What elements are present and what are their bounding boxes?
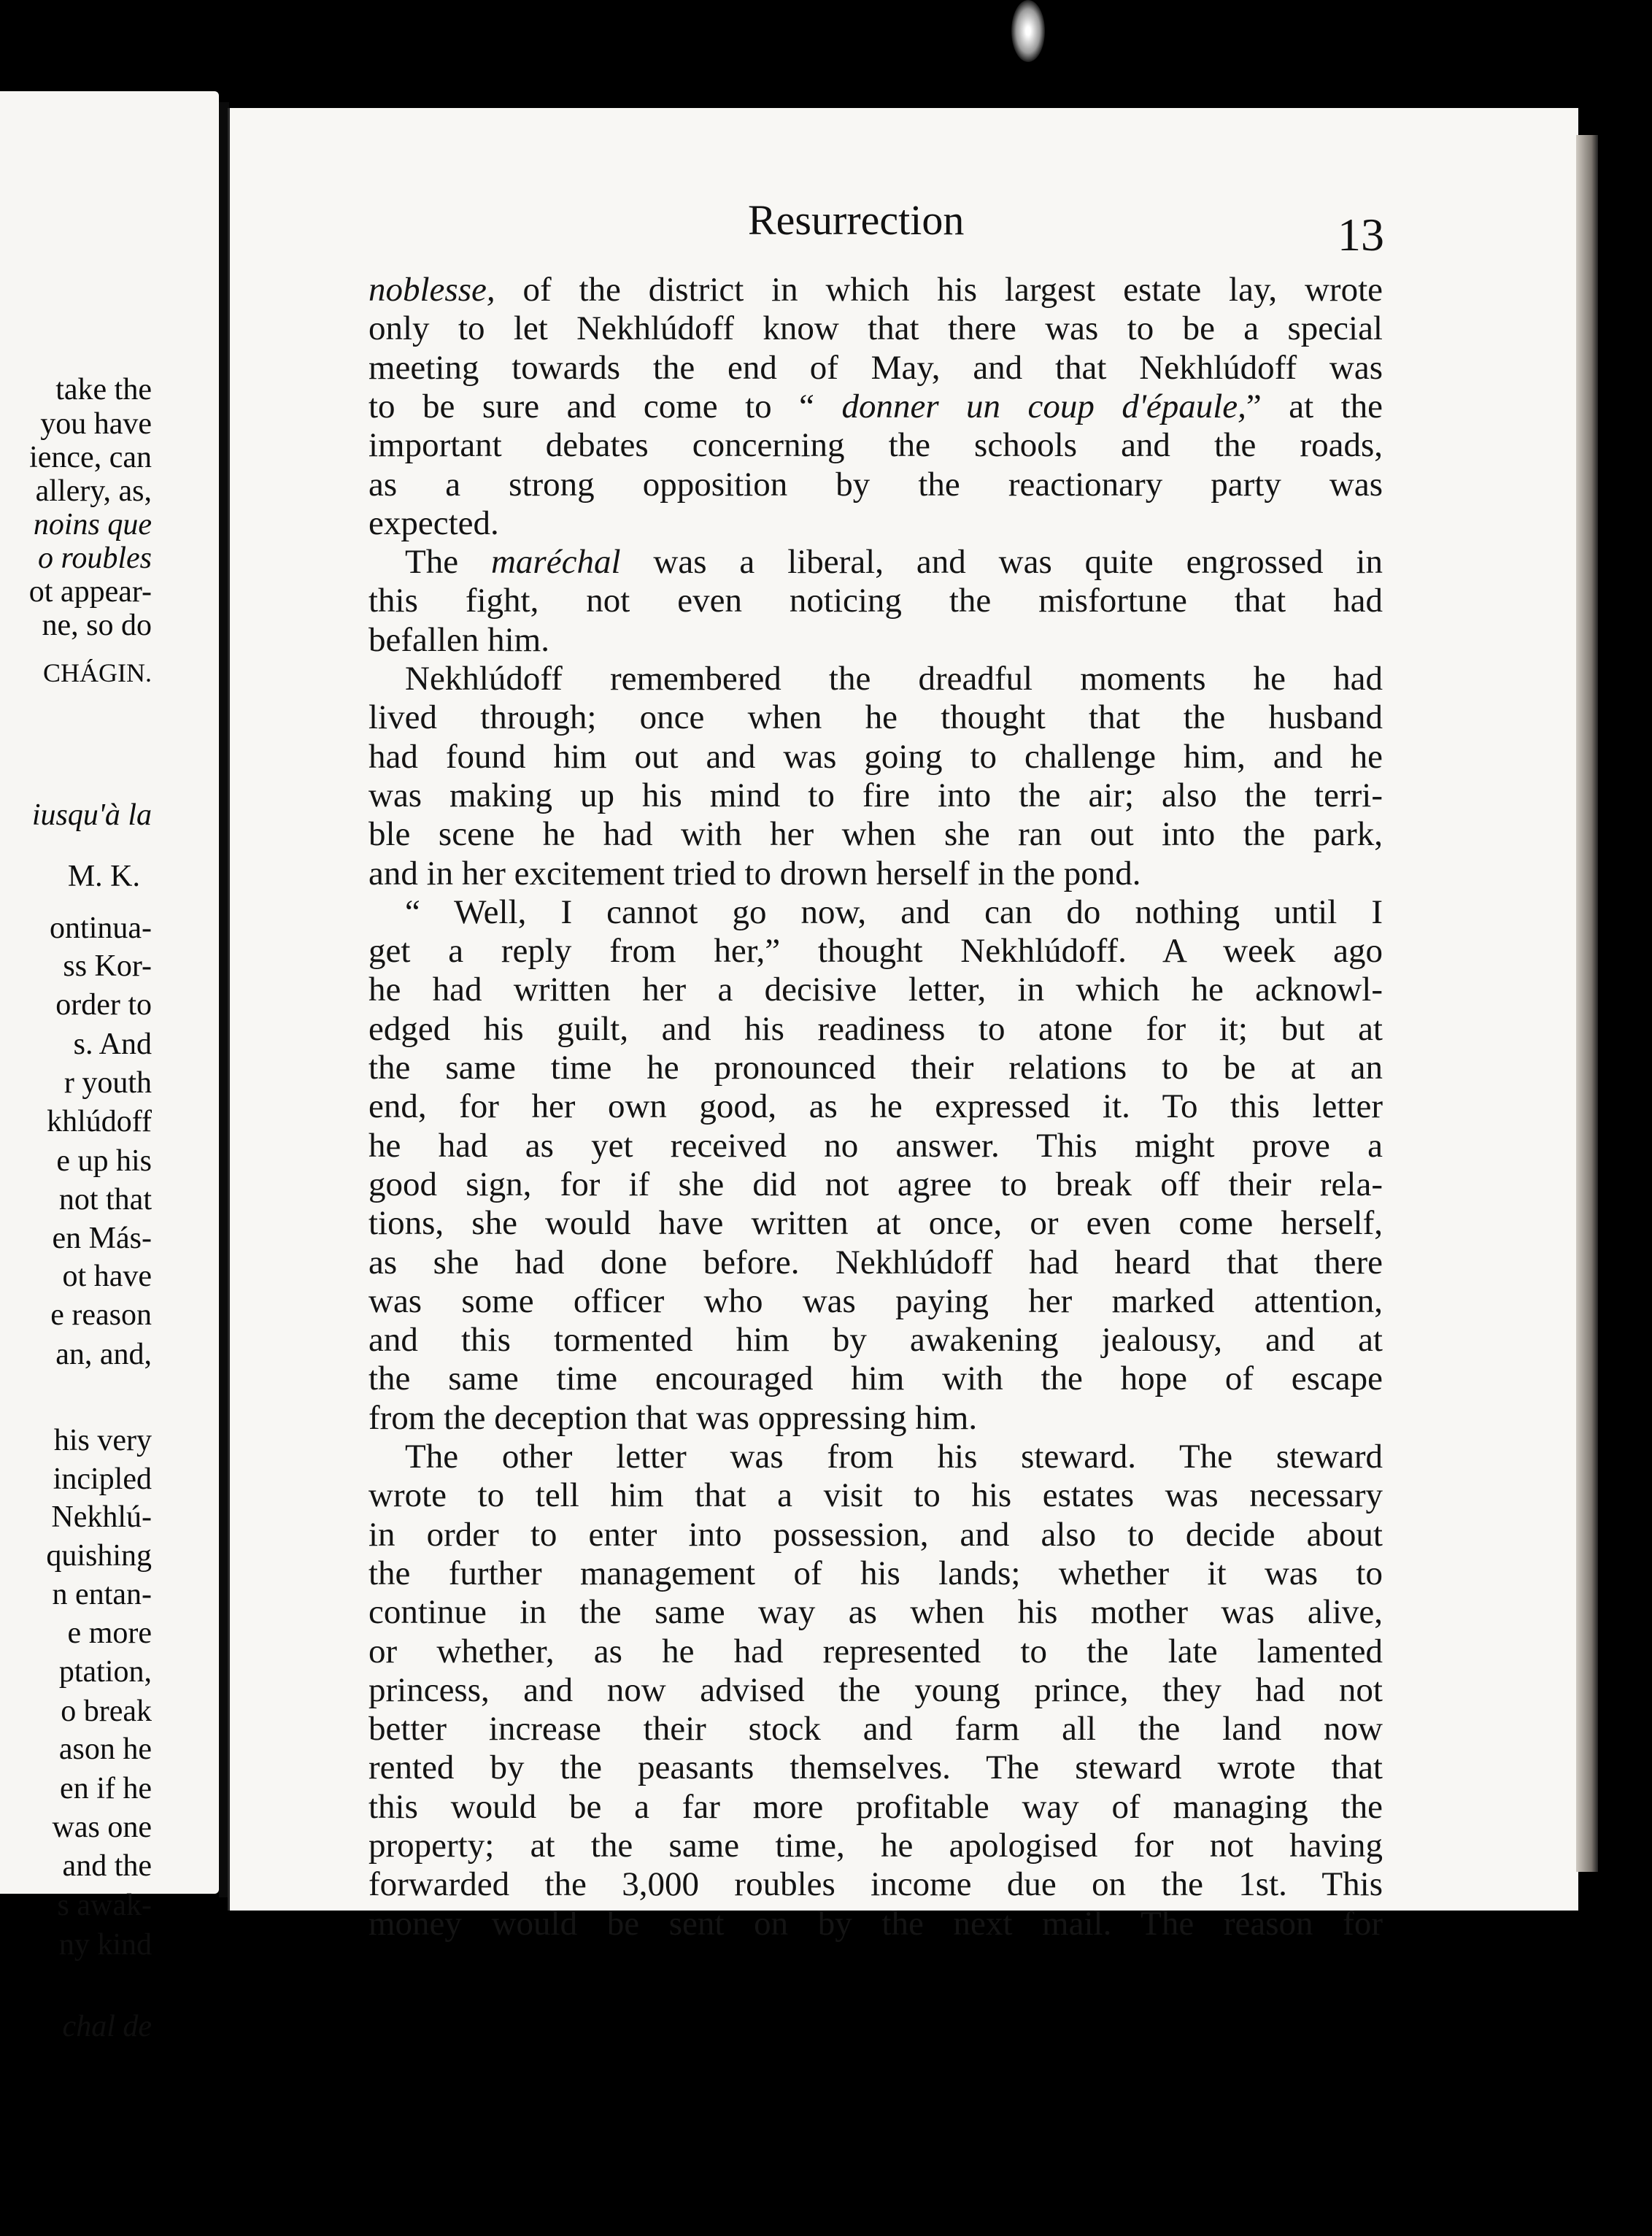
left-page-line: Nekhlú-	[51, 1500, 152, 1534]
text-line	[368, 1592, 1383, 1632]
left-page-line: r youth	[63, 1066, 152, 1100]
text-run: as she had done before. Nekhlúdoff had heard that there	[368, 1243, 1383, 1281]
text-run: wrote to tell him that a visit to his estates was necessary	[368, 1476, 1383, 1515]
left-page-line: ot appear-	[28, 575, 152, 609]
left-page-line: e up his	[56, 1144, 152, 1178]
text-run: end, for her own good, as he expressed it. To this letter	[368, 1087, 1383, 1126]
left-page-line: CHÁGIN.	[43, 658, 152, 687]
text-run: good sign, for if she did not agree to break off their rela-	[368, 1165, 1383, 1203]
text-run: of the district in which his largest estate lay, wrote	[495, 271, 1383, 309]
text-run: he had as yet received no answer. This might prove a	[368, 1126, 1383, 1165]
text-line	[368, 425, 1383, 465]
text-run: ble scene he had with her when she ran out into the park,	[368, 815, 1383, 854]
left-page-fragment	[0, 91, 219, 2043]
text-run: ” at the	[1246, 387, 1383, 425]
text-run: this fight, not even noticing the misfortune that had	[368, 582, 1383, 620]
left-page-line: incipled	[53, 1462, 152, 1496]
left-page-line: chal de	[62, 2010, 152, 2043]
text-line	[368, 1826, 1383, 1865]
text-line	[368, 854, 1383, 893]
left-page-line: e more	[67, 1616, 152, 1650]
text-run: get a reply from her,” thought Nekhlúdoff. A week ago	[368, 932, 1383, 971]
text-run: Nekhlúdoff remembered the dreadful moments he had	[405, 660, 1383, 698]
left-page-line: was one	[52, 1811, 152, 1844]
italic-phrase: donner un coup d'épaule,	[841, 387, 1246, 425]
left-page-line: not that	[58, 1183, 152, 1217]
text-run: in order to enter into possession, and also to decide about	[368, 1515, 1383, 1554]
left-page-line: noins que	[33, 508, 152, 541]
text-run: property; at the same time, he apologised for not having	[368, 1827, 1383, 1865]
text-line	[368, 1515, 1383, 1554]
text-line	[368, 1165, 1383, 1204]
text-run: The	[405, 543, 491, 582]
left-page-line: ptation,	[58, 1655, 152, 1689]
text-run: and in her excitement tried to drown herself in the pond.	[368, 854, 1141, 893]
text-line	[368, 620, 1383, 660]
text-line	[368, 1632, 1383, 1671]
text-run: rented by the peasants themselves. The steward wrote that	[368, 1749, 1383, 1787]
text-line	[368, 970, 1383, 1009]
left-page-line: s awak-	[57, 1889, 152, 1922]
text-run: from the deception that was oppressing him.	[368, 1398, 978, 1437]
text-line	[368, 1476, 1383, 1515]
camera-glare	[1011, 0, 1045, 62]
left-page-line: ny kind	[58, 1928, 152, 1962]
left-page-line: khlúdoff	[47, 1105, 152, 1138]
text-line	[368, 465, 1383, 504]
text-run: to be sure and come to “	[368, 387, 842, 425]
text-line	[368, 776, 1383, 815]
text-run: or whether, as he had represented to the late lamented	[368, 1632, 1383, 1670]
text-run: the same time encouraged him with the hope of escape	[368, 1360, 1383, 1398]
text-line	[368, 1670, 1383, 1710]
text-line	[368, 1904, 1383, 1943]
text-run: befallen him.	[368, 620, 549, 659]
text-run: was a liberal, and was quite engrossed in	[620, 543, 1383, 582]
text-run: the same time he pronounced their relations to be at an	[368, 1049, 1383, 1087]
text-line	[368, 1437, 1383, 1476]
text-line	[368, 348, 1383, 388]
text-run: had found him out and was going to challenge him, and he	[368, 737, 1383, 776]
text-line	[368, 931, 1383, 971]
text-run: important debates concerning the schools and the roads,	[368, 426, 1383, 465]
left-page-line: ontinua-	[50, 911, 152, 945]
text-line	[368, 309, 1383, 348]
left-page-line: his very	[53, 1424, 152, 1457]
text-run: “ Well, I cannot go now, and can do nothing until I	[405, 893, 1383, 931]
left-page-line: allery, as,	[35, 474, 152, 508]
text-run: was making up his mind to fire into the air; also the terri-	[368, 776, 1383, 814]
page-number: 13	[1338, 209, 1384, 261]
text-run: edged his guilt, and his readiness to atone for it; but at	[368, 1009, 1383, 1048]
left-page-line: iusqu'à la	[31, 798, 152, 832]
text-run: meeting towards the end of May, and that Nekhlúdoff was	[368, 348, 1383, 387]
page-edge	[1576, 135, 1598, 1872]
text-run: the further management of his lands; whether it was to	[368, 1554, 1383, 1592]
left-page-line: en Más-	[52, 1222, 152, 1255]
left-page-line: ss Kor-	[63, 949, 152, 983]
left-page-line: ot have	[62, 1260, 152, 1293]
text-line	[368, 504, 1383, 543]
text-run: The other letter was from his steward. The steward	[405, 1438, 1383, 1476]
left-page-line: quishing	[46, 1539, 152, 1573]
left-page-line: M. K.	[67, 860, 140, 893]
left-page-line: s. And	[73, 1028, 152, 1061]
text-line	[368, 1243, 1383, 1282]
text-run: better increase their stock and farm all the land now	[368, 1710, 1383, 1749]
text-run: was some officer who was paying her marked attention,	[368, 1281, 1383, 1320]
text-line	[368, 270, 1383, 309]
italic-phrase: maréchal	[490, 543, 621, 582]
text-line	[368, 1087, 1383, 1126]
left-page-line: n entan-	[52, 1578, 152, 1611]
text-line	[368, 1865, 1383, 1904]
text-line	[368, 1709, 1383, 1749]
left-page-line: en if he	[60, 1772, 152, 1805]
left-page-line: o break	[61, 1695, 152, 1728]
text-run: princess, and now advised the young prince, they had not	[368, 1670, 1383, 1709]
text-line	[368, 1787, 1383, 1827]
text-line	[368, 1126, 1383, 1165]
left-page-line: ne, so do	[42, 609, 152, 642]
text-line	[368, 1009, 1383, 1049]
text-line	[368, 1048, 1383, 1087]
text-line	[368, 1281, 1383, 1321]
text-run: forwarded the 3,000 roubles income due on the 1st. This	[368, 1865, 1383, 1904]
left-page-line: ason he	[58, 1732, 152, 1766]
text-run: tions, she would have written at once, or even come herself,	[368, 1204, 1383, 1243]
text-line	[368, 581, 1383, 620]
text-line	[368, 1203, 1383, 1243]
running-head: Resurrection	[748, 196, 965, 244]
italic-phrase: noblesse,	[368, 271, 495, 309]
text-line	[368, 1398, 1383, 1438]
text-line	[368, 1320, 1383, 1360]
text-run: as a strong opposition by the reactionary party was	[368, 465, 1383, 504]
text-line	[368, 542, 1383, 582]
text-run: expected.	[368, 504, 499, 542]
text-line	[368, 387, 1383, 426]
text-run: money would be sent on by the next mail. The reason for	[368, 1904, 1383, 1943]
left-page-line: take the	[55, 373, 152, 406]
text-line	[368, 698, 1383, 737]
text-run: only to let Nekhlúdoff know that there was to be a special	[368, 309, 1383, 348]
text-line	[368, 1748, 1383, 1787]
left-page-line: order to	[55, 988, 152, 1022]
left-page-line: ience, can	[29, 441, 152, 474]
text-line	[368, 893, 1383, 932]
left-page-line: and the	[62, 1849, 152, 1883]
text-run: he had written her a decisive letter, in which he acknowl-	[368, 971, 1383, 1009]
text-line	[368, 814, 1383, 854]
text-run: continue in the same way as when his mother was alive,	[368, 1593, 1383, 1632]
text-run: and this tormented him by awakening jealousy, and at	[368, 1321, 1383, 1360]
text-line	[368, 1359, 1383, 1398]
text-line	[368, 737, 1383, 776]
text-run: this would be a far more profitable way of managing the	[368, 1787, 1383, 1826]
text-line	[368, 659, 1383, 698]
left-page-line: you have	[40, 407, 152, 441]
left-page-line: an, and,	[55, 1338, 152, 1371]
left-page-line: e reason	[50, 1298, 152, 1332]
text-run: lived through; once when he thought that the husband	[368, 698, 1383, 737]
left-page-line: o roubles	[38, 541, 152, 575]
text-line	[368, 1554, 1383, 1593]
